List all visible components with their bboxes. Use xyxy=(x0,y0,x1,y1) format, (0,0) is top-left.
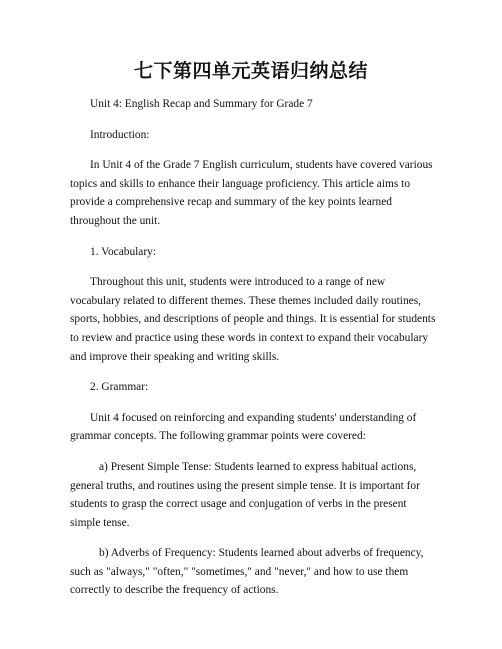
section-grammar-paragraph: Unit 4 focused on reinforcing and expanding students' understanding of grammar concepts. The following grammar points were covered: xyxy=(70,411,417,443)
document-body xyxy=(70,95,438,612)
intro-label: Introduction: xyxy=(90,128,150,141)
section-vocabulary-paragraph: Throughout this unit, students were introduced to a range of new vocabulary related to different themes. These themes included daily routines, sports, hobbies, and descriptions of people and things. It is essential for students to review and practice using these words in context to expand their vocabulary and improve their speaking and writing skills. xyxy=(70,276,436,363)
section-vocabulary-label: 1. Vocabulary: xyxy=(90,245,157,258)
unit-heading: Unit 4: English Recap and Summary for Grade 7 xyxy=(90,98,313,110)
grammar-point-adverbs-frequency: b) Adverbs of Frequency: Students learned about adverbs of frequency, such as "always," "often," "sometimes," and "never," and how to use them correctly to describe the frequency of actions. xyxy=(70,547,424,597)
intro-paragraph: In Unit 4 of the Grade 7 English curriculum, students have covered various topics and skills to enhance their language proficiency. This article aims to provide a comprehensive recap and summary of the key points learned throughout the unit. xyxy=(70,159,433,227)
grammar-point-present-simple: a) Present Simple Tense: Students learned to express habitual actions, general truths, and routines using the present simple tense. It is important for students to grasp the correct usage and conjugation of verbs in the present simple tense. xyxy=(70,460,420,529)
document-title: 七下第四单元英语归纳总结 xyxy=(133,60,368,82)
section-grammar-label: 2. Grammar: xyxy=(90,381,149,394)
